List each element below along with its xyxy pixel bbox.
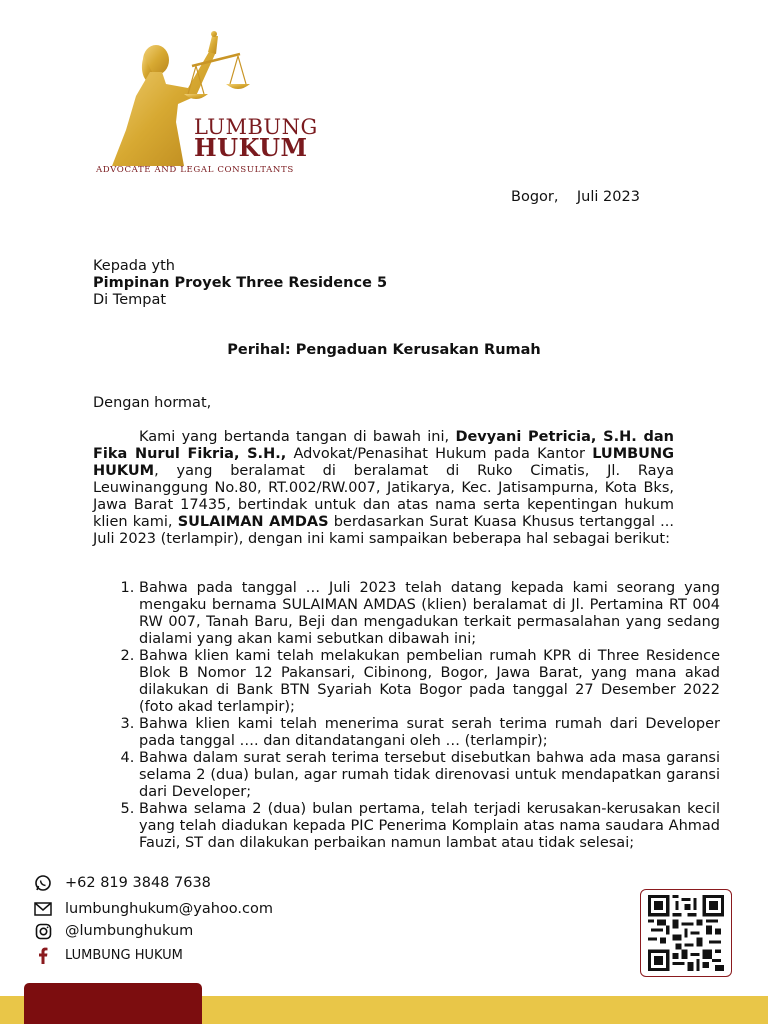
points-list — [93, 580, 720, 852]
brand-tagline: ADVOCATE AND LEGAL CONSULTANTS — [96, 165, 294, 175]
letter-subject: Perihal: Pengaduan Kerusakan Rumah — [227, 342, 541, 358]
list-item: 3. Bahwa klien kami telah menerima surat serah terima rumah dari Developer pada tanggal …. dan ditandatangani oleh … (terlampir); — [139, 716, 720, 750]
list-item: 1. Bahwa pada tanggal … Juli 2023 telah datang kepada kami seorang yang mengaku bernama SULAIMAN AMDAS (klien) beralamat di Jl. Pertamina RT 004 RW 007, Tanah Baru, Beji dan mengadukan terkait permasalahan yang sedang dialami yang akan kami sebutkan dibawah ini; — [139, 580, 720, 648]
instagram-handle[interactable]: @lumbunghukum — [65, 923, 194, 939]
list-item: 4. Bahwa dalam surat serah terima tersebut disebutkan bahwa ada masa garansi selama 2 (dua) bulan, agar rumah tidak direnovasi untuk mendapatkan garansi dari Developer; — [139, 750, 720, 801]
lawyer-names: Devyani Petricia, S.H. dan Fika Nurul Fikria, S.H., — [93, 429, 674, 462]
address-block — [93, 258, 387, 309]
email-address[interactable]: lumbunghukum@yahoo.com — [65, 901, 273, 917]
intro-text-1: Kami yang bertanda tangan di bawah ini, — [139, 429, 456, 445]
letter-date: Bogor, Juli 2023 — [511, 189, 640, 205]
client-name: SULAIMAN AMDAS — [177, 514, 329, 530]
recipient: Pimpinan Proyek Three Residence 5 — [93, 275, 388, 291]
instagram-icon — [33, 921, 53, 941]
facebook-page[interactable]: LUMBUNG HUKUM — [65, 947, 183, 963]
facebook-icon — [33, 945, 53, 965]
list-item: 5. Bahwa selama 2 (dua) bulan pertama, telah terjadi kerusakan-kerusakan kecil yang telah diadukan kepada PIC Penerima Komplain atas nama saudara Ahmad Fauzi, ST dan dilakukan perbaikan namun lambat atau tidak selesai; — [139, 801, 720, 852]
firm-name: LUMBUNG HUKUM — [93, 446, 674, 479]
qr-code — [640, 889, 732, 977]
brand-name-line2: HUKUM — [194, 133, 308, 162]
whatsapp-icon — [33, 873, 53, 893]
intro-text-2: Advokat/Penasihat Hukum pada Kantor — [286, 446, 593, 462]
to-line: Kepada yth — [93, 258, 175, 274]
qr-code-pattern — [646, 895, 726, 971]
contact-email — [33, 899, 273, 919]
contact-instagram — [33, 921, 193, 941]
brand-name-line1: LUMBUNG — [194, 115, 318, 139]
footer-bar-red — [24, 983, 202, 1024]
email-icon — [33, 899, 53, 919]
phone-number[interactable]: +62 819 3848 7638 — [65, 875, 211, 891]
contact-facebook — [33, 945, 183, 965]
contact-phone — [33, 873, 211, 893]
intro-text-3: , yang beralamat di beralamat di Ruko Cimatis, Jl. Raya Leuwinanggung No.80, RT.002/RW.007, Jatikarya, Kec. Jatisampurna, Kota Bks, Jawa Barat 17435, bertindak untuk dan atas nama serta kepentingan hukum klien kami, — [93, 463, 674, 530]
intro-paragraph — [93, 429, 674, 548]
intro-text-4: berdasarkan Surat Kuasa Khusus tertanggal ... Juli 2023 (terlampir), dengan ini kami sampaikan beberapa hal sebagai berikut: — [93, 514, 674, 547]
place: Di Tempat — [93, 292, 167, 308]
list-item: 2. Bahwa klien kami telah melakukan pembelian rumah KPR di Three Residence Blok B Nomor 12 Pakansari, Cibinong, Bogor, Jawa Barat, yang mana akad dilakukan di Bank BTN Syariah Kota Bogor pada tanggal 27 Desember 2022 (foto akad terlampir); — [139, 648, 720, 716]
greeting: Dengan hormat, — [93, 395, 212, 411]
